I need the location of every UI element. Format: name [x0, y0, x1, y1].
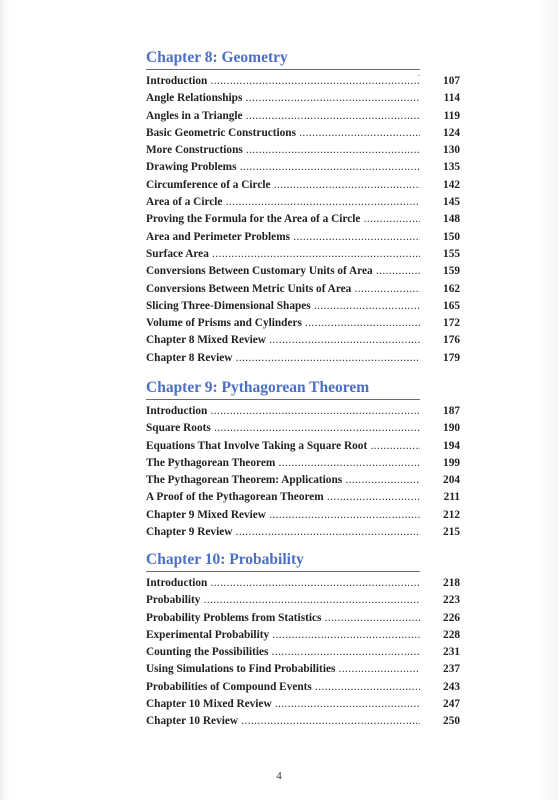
- toc-entry: [146, 489, 460, 506]
- toc-entry-title: Chapter 8 Review .....: [146, 350, 420, 367]
- toc-entry: [146, 420, 460, 437]
- toc-entry: [146, 627, 460, 644]
- toc-entry-title: Introduction .....: [146, 403, 420, 420]
- toc-entry-page: 204: [443, 474, 460, 487]
- toc-entry: [146, 108, 460, 125]
- toc-entry-page: 135: [443, 161, 460, 174]
- toc-entry-title: Angle Relationships .....: [146, 90, 420, 107]
- toc-entry-page: 215: [443, 526, 460, 539]
- toc-entry-page: 107: [443, 75, 460, 87]
- toc-entry: [146, 524, 460, 541]
- toc-entry-title: Probability Problems from Statistics .....: [146, 610, 420, 627]
- toc-entry: [146, 679, 460, 696]
- toc-entry: [146, 350, 460, 367]
- toc-entry-title: The Pythagorean Theorem .....: [146, 455, 420, 472]
- toc-entry: [146, 610, 460, 627]
- toc-list: [146, 575, 460, 731]
- toc-entry-title: Circumference of a Circle .....: [146, 177, 420, 194]
- toc-entry-page: 247: [443, 698, 460, 711]
- toc-entry-page: 237: [443, 663, 460, 676]
- toc-entry-title: Volume of Prisms and Cylinders .....: [146, 315, 420, 332]
- toc-entry-title: Square Roots .....: [146, 420, 420, 437]
- toc-entry-title: Chapter 10 Review .....: [146, 713, 420, 730]
- toc-entry-page: 179: [443, 351, 460, 364]
- toc-entry: [146, 159, 460, 176]
- toc-entry-title: Probability .....: [146, 592, 420, 609]
- toc-entry: [146, 644, 460, 661]
- chapter-title: Chapter 8: Geometry: [146, 49, 288, 66]
- toc-list: [146, 73, 460, 367]
- toc-entry: [146, 507, 460, 524]
- chapter-title: Chapter 9: Pythagorean Theorem: [146, 379, 370, 396]
- toc-entry: [146, 455, 460, 472]
- toc-entry-title: Introduction .....: [146, 73, 420, 90]
- toc-entry-page: 155: [443, 247, 460, 260]
- toc-entry: [146, 315, 460, 332]
- toc-entry-title: Counting the Possibilities .....: [146, 644, 420, 661]
- toc-entry-page: 250: [443, 715, 460, 728]
- toc-entry-title: Equations That Involve Taking a Square Root .....: [146, 438, 420, 455]
- chapter-9-section: [146, 378, 460, 541]
- toc-entry-page: 130: [443, 144, 460, 157]
- toc-entry-page: 190: [443, 422, 460, 435]
- toc-entry: [146, 281, 460, 298]
- toc-entry-page: 150: [443, 230, 460, 243]
- toc-entry: [146, 713, 460, 730]
- page-number: 4: [276, 770, 282, 782]
- toc-entry-page: 218: [443, 577, 460, 589]
- toc-entry-page: 212: [443, 508, 460, 521]
- toc-entry: [146, 142, 460, 159]
- toc-entry: [146, 661, 460, 678]
- toc-entry-title: Chapter 9 Review .....: [146, 524, 420, 541]
- toc-entry-title: Chapter 9 Mixed Review .....: [146, 507, 420, 524]
- toc-entry: [146, 575, 460, 592]
- toc-entry-title: Using Simulations to Find Probabilities .....: [146, 661, 420, 678]
- toc-entry-page: 226: [443, 611, 460, 624]
- toc-entry: [146, 592, 460, 609]
- toc-entry-title: Angles in a Triangle .....: [146, 108, 420, 125]
- chapter-10-section: [146, 550, 460, 731]
- toc-entry: [146, 177, 460, 194]
- toc-entry-title: Introduction .....: [146, 575, 420, 592]
- toc-entry: [146, 125, 460, 142]
- chapter-8-section: [146, 48, 460, 367]
- toc-entry-page: 223: [443, 594, 460, 607]
- toc-entry: [146, 246, 460, 263]
- toc-entry: [146, 472, 460, 489]
- toc-entry-page: 165: [443, 299, 460, 312]
- toc-entry-title: Proving the Formula for the Area of a Circle .....: [146, 211, 420, 228]
- toc-entry-title: Basic Geometric Constructions .....: [146, 125, 420, 142]
- toc-entry: [146, 229, 460, 246]
- toc-entry: [146, 90, 460, 107]
- toc-entry-title: Conversions Between Metric Units of Area .....: [146, 281, 420, 298]
- toc-entry-title: Drawing Problems .....: [146, 159, 420, 176]
- chapter-title-rule: [146, 69, 420, 70]
- toc-entry-title: Experimental Probability .....: [146, 627, 420, 644]
- toc-entry: [146, 211, 460, 228]
- toc-entry-page: 194: [443, 439, 460, 452]
- toc-entry-title: Area and Perimeter Problems .....: [146, 229, 420, 246]
- toc-entry-title: The Pythagorean Theorem: Applications .....: [146, 472, 420, 489]
- toc-entry: [146, 194, 460, 211]
- toc-entry-title: A Proof of the Pythagorean Theorem .....: [146, 489, 420, 506]
- toc-entry: [146, 696, 460, 713]
- toc-entry-page: 172: [443, 317, 460, 330]
- toc-entry: [146, 438, 460, 455]
- toc-entry-page: 148: [443, 213, 460, 226]
- toc-entry-page: 187: [443, 405, 460, 417]
- toc-entry-title: More Constructions .....: [146, 142, 420, 159]
- toc-entry-title: Probabilities of Compound Events .....: [146, 679, 420, 696]
- toc-entry-page: 159: [443, 265, 460, 278]
- chapter-title: Chapter 10: Probability: [146, 551, 304, 568]
- toc-entry-page: 228: [443, 628, 460, 641]
- toc-list: [146, 403, 460, 541]
- toc-entry-title: Area of a Circle .....: [146, 194, 420, 211]
- toc-entry-title: Chapter 8 Mixed Review .....: [146, 332, 420, 349]
- chapter-title-rule: [146, 571, 420, 572]
- toc-entry-page: 199: [443, 456, 460, 469]
- toc-entry: [146, 332, 460, 349]
- toc-entry-page: 119: [443, 109, 460, 122]
- toc-entry-page: 211: [443, 491, 460, 504]
- toc-entry-title: Conversions Between Customary Units of Area .....: [146, 263, 420, 280]
- chapter-title-rule: [146, 399, 420, 400]
- toc-entry-page: 243: [443, 680, 460, 693]
- toc-entry-title: Chapter 10 Mixed Review .....: [146, 696, 420, 713]
- toc-entry-page: 124: [443, 126, 460, 139]
- toc-entry-page: 162: [443, 282, 460, 295]
- toc-entry-title: Slicing Three-Dimensional Shapes .....: [146, 298, 420, 315]
- toc-entry-page: 114: [443, 92, 460, 105]
- toc-entry-title: Surface Area .....: [146, 246, 420, 263]
- toc-entry: [146, 263, 460, 280]
- toc-entry-page: 145: [443, 196, 460, 209]
- toc-entry: [146, 403, 460, 420]
- toc-entry-page: 176: [443, 334, 460, 347]
- toc-entry: [146, 73, 460, 90]
- toc-entry: [146, 298, 460, 315]
- toc-entry-page: 231: [443, 646, 460, 659]
- toc-entry-page: 142: [443, 178, 460, 191]
